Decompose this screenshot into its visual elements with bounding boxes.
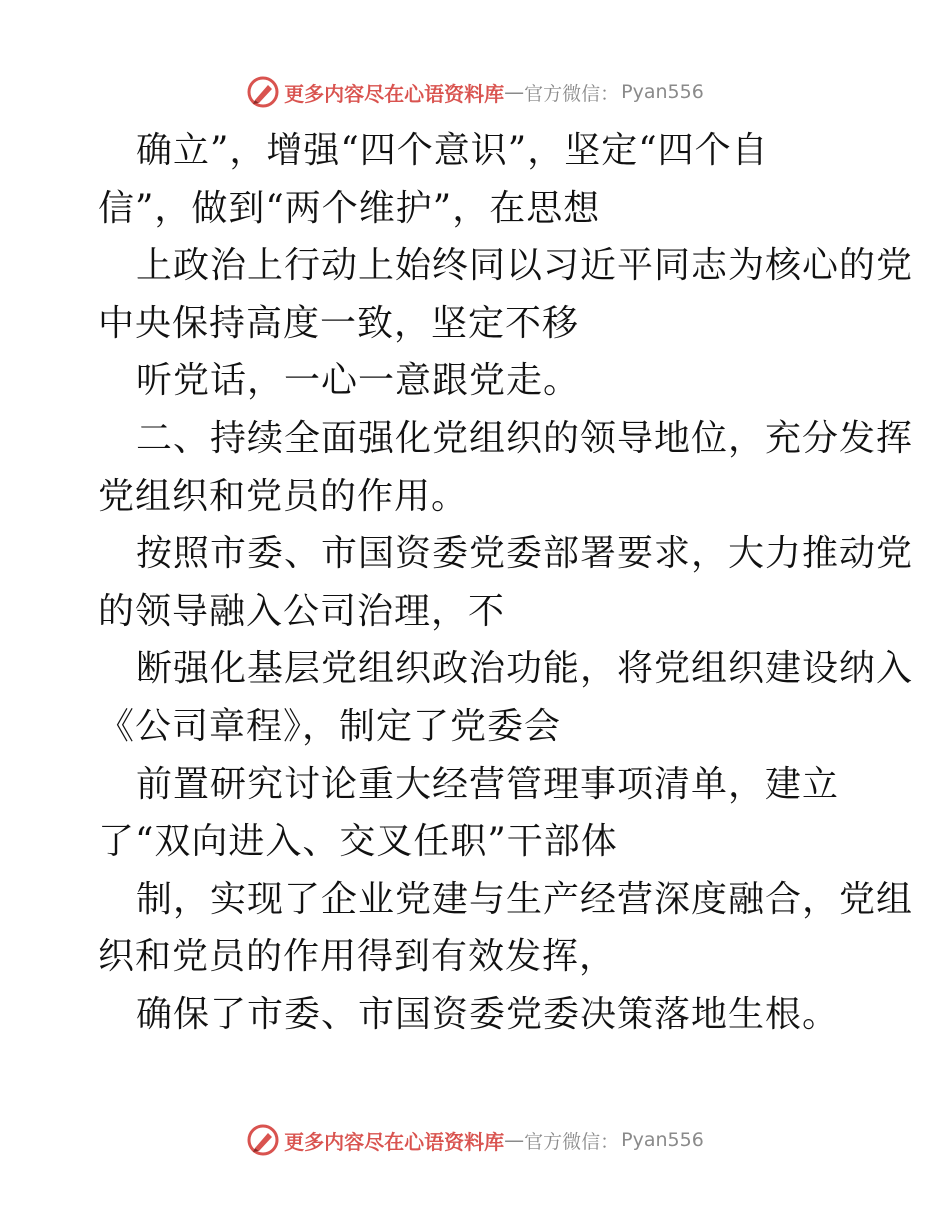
header-wechat-id: Pyan556 [621,81,704,103]
header-separator: — [504,80,525,104]
text-line: 党组织和党员的作用。 [98,475,469,517]
text-line: 断强化基层党组织政治功能，将党组织建设纳入 [136,648,914,690]
text-line: 织和党员的作用得到有效发挥， [98,936,617,978]
footer-separator: — [504,1128,525,1152]
footer-banner [0,1120,950,1160]
text-line: 确立”，增强“四个意识”，坚定“四个自 [136,130,769,171]
text-line: 听党话，一心一意跟党走。 [136,360,581,402]
header-banner [0,72,950,112]
footer-wechat-id: Pyan556 [621,1129,704,1151]
footer-brand-text: 更多内容尽在心语资料库 [284,1129,505,1154]
footer-wechat-label: 官方微信： [524,1130,620,1153]
body-text [98,122,914,1044]
text-line: 按照市委、市国资委党委部署要求，大力推动党 [136,533,914,575]
text-line: 前置研究讨论重大经营管理事项清单，建立 [136,763,840,805]
pen-logo-icon [246,1123,280,1157]
text-line: 了“双向进入、交叉任职”干部体 [98,821,618,863]
text-line: 信”，做到“两个维护”，在思想 [98,187,601,229]
text-line: 中央保持高度一致，坚定不移 [98,302,580,344]
text-line: 确保了市委、市国资委党委决策落地生根。 [136,993,840,1035]
text-line: 的领导融入公司治理，不 [98,590,506,632]
header-wechat-label: 官方微信： [524,82,620,105]
header-brand-text: 更多内容尽在心语资料库 [284,81,505,106]
text-line: 二、持续全面强化党组织的领导地位，充分发挥 [136,417,914,459]
text-line: 上政治上行动上始终同以习近平同志为核心的党 [136,245,914,287]
text-line: 制，实现了企业党建与生产经营深度融合，党组 [136,878,914,920]
text-line: 《公司章程》，制定了党委会 [98,705,562,747]
pen-logo-icon [246,75,280,109]
